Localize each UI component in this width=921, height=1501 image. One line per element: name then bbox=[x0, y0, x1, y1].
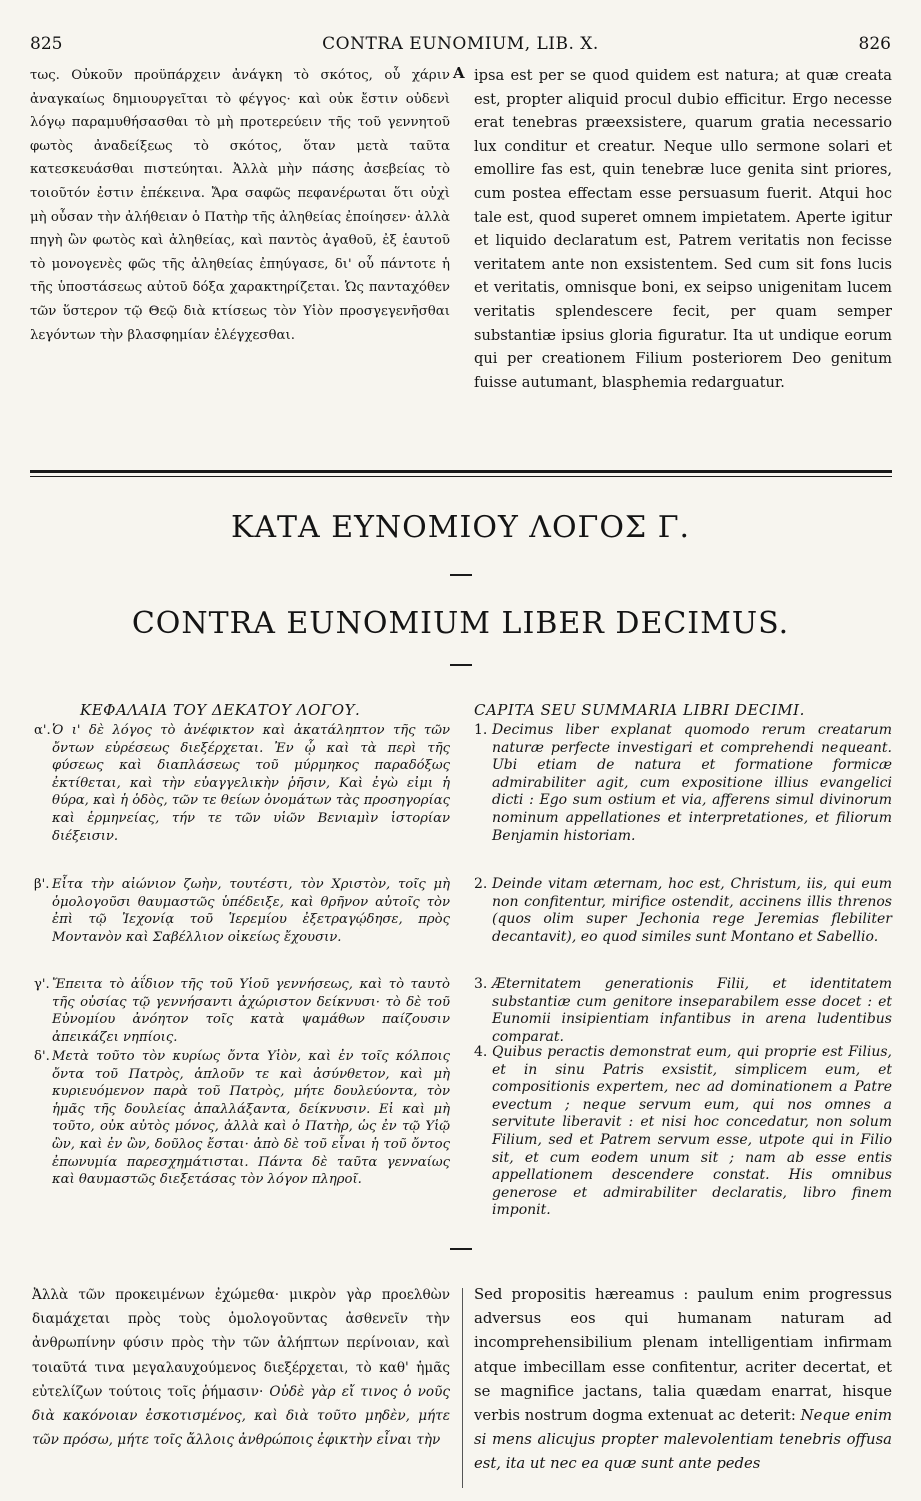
latin-chapter-text: Æternitatem generationis Filii, et identitatem substantiæ cum genitore inseparabilem esse docet : et Eunomii insipientiam infantibus in arena ludentibus comparat. bbox=[492, 976, 892, 1045]
title-dash-2 bbox=[450, 664, 472, 666]
top-latin-column bbox=[474, 64, 892, 394]
running-title: CONTRA EUNOMIUM, LIB. X. bbox=[322, 34, 599, 54]
greek-chapter-item bbox=[34, 976, 450, 1045]
greek-chapter-number: α'. bbox=[34, 723, 51, 738]
latin-chapter-item bbox=[474, 976, 892, 1045]
top-greek-column bbox=[30, 64, 450, 347]
greek-chapter-text: Μετὰ τοῦτο τὸν κυρίως ὄντα Υἱὸν, καὶ ἐν τοῖς κόλποις ὄντα τοῦ Πατρὸς, ἁπλοῦν τε καὶ ἀσύνθετον, καὶ μὴ κυριευόμενον παρὰ τοῦ Πατρὸς, μήτε δουλεύοντα, τὸν ἡμᾶς τῆς δουλείας ἀπαλλάξαντα, δείκνυσιν. Εἰ καὶ μὴ τοῦτο, οὐκ αὐτὸς μόνος, ἀλλὰ καὶ ὁ Πατὴρ, ὡς ἐν τῷ Υἱῷ ὢν, καὶ ἐν ὢν, δοῦλος ἔσται· ἀπὸ δὲ τοῦ εἶναι ἡ τοῦ ὄντος ἐπωνυμία παρεσχημάτισται. Πάντα δὲ ταῦτα γενναίως καὶ θαυμαστῶς διεξετάσας τὸν λόγον πληροῖ. bbox=[52, 1049, 450, 1188]
thin-separator-rule bbox=[30, 476, 892, 477]
latin-chapter-item bbox=[474, 876, 892, 972]
greek-chapters-heading: ΚΕΦΑΛΑΙΑ ΤΟΥ ΔΕΚΑΤΟΥ ΛΟΓΟΥ. bbox=[80, 701, 361, 719]
latin-chapter-item bbox=[474, 722, 892, 862]
title-dash-1 bbox=[450, 574, 472, 576]
greek-chapter-item bbox=[34, 722, 450, 856]
section-dash bbox=[450, 1248, 472, 1250]
latin-chapter-text: Decimus liber explanat quomodo rerum creatarum naturæ perfecte investigari et comprehendi nequeant. Ubi etiam de natura et formatione formicæ admirabiliter agit, cum expositione illius evangelici dicti : Ego sum ostium et via, afferens simul divinorum nominum appellationes et interpretationes, et filiorum Benjamin historiam. bbox=[492, 722, 892, 844]
greek-chapter-item bbox=[34, 876, 450, 972]
bottom-latin-quote: Neque enim si mens alicujus propter malevolentiam tenebris offusa est, ita ut nec ea quæ sunt ante pedes bbox=[474, 1407, 892, 1473]
latin-chapter-number: 2. bbox=[474, 876, 488, 892]
greek-book-title: ΚΑΤΑ ΕΥΝΟΜΙΟΥ ΛΟΓΟΣ Γ. bbox=[230, 510, 691, 545]
bottom-greek-quote: Οὐδὲ γὰρ εἴ τινος ὁ νοῦς διὰ κακόνοιαν ἐσκοτισμένος, καὶ διὰ τοῦτο μηδὲν, μήτε τῶν πρόσω, μήτε τοῖς ἄλλοις ἀνθρώποις ἐφικτὴν εἶναι τὴν bbox=[32, 1383, 450, 1449]
right-page-number: 826 bbox=[858, 34, 891, 54]
bottom-latin-text: Sed propositis hæreamus : paulum enim progressus adversus eos qui humanam naturam ad incomprehensibilium plenam intelligentiam infirmam atque imbecillam esse confitentur, acriter decertat, et se magnifice jactans, talia quædam enarrat, hisque verbis nostrum dogma extenuat ac deterit: bbox=[474, 1286, 892, 1425]
latin-chapter-list bbox=[474, 722, 892, 1220]
latin-chapter-text: Deinde vitam æternam, hoc est, Christum, iis, qui eum non confitentur, mirifice ostendit, accinens illis threnos (quos olim super Jechonia rege Jeremias flebiliter decantavit), eo quod similes sunt Montano et Sabellio. bbox=[492, 876, 892, 945]
greek-chapter-number: δ'. bbox=[34, 1049, 50, 1064]
greek-chapter-list bbox=[34, 722, 450, 1189]
greek-chapter-text: Εἶτα τὴν αἰώνιον ζωὴν, τουτέστι, τὸν Χριστὸν, τοῖς μὴ ὁμολογοῦσι θαυμαστῶς ὑπέδειξε, καὶ θρῆνον αὐτοῖς τὸν ἐπὶ τῷ Ἰεχονίᾳ τοῦ Ἱερεμίου ἐξετραγῴδησε, πρὸς Μοντανὸν καὶ Σαβέλλιον οἰκείως ἔχουσιν. bbox=[52, 877, 450, 945]
latin-chapter-item bbox=[474, 1044, 892, 1220]
bottom-latin-column bbox=[474, 1283, 892, 1477]
latin-chapter-number: 1. bbox=[474, 722, 488, 738]
greek-chapter-number: γ'. bbox=[34, 977, 50, 992]
latin-chapter-number: 3. bbox=[474, 976, 488, 992]
bottom-greek-column bbox=[32, 1283, 450, 1452]
top-greek-text: τως. Οὐκοῦν προϋπάρχειν ἀνάγκη τὸ σκότος, οὗ χάριν ἀναγκαίως δημιουργεῖται τὸ φέγγος· καὶ οὐκ ἔστιν οὐδενὶ λόγῳ παραμυθήσασθαι τὸ μὴ προτερεύειν τῆς τοῦ γεννητοῦ φωτὸς ἀναδείξεως τὸ σκότος, ὅταν μετὰ ταῦτα κατεσκευάσθαι πιστεύηται. Ἀλλὰ μὴν πάσης ἀσεβείας τὸ τοιοῦτόν ἐστιν ἐπέκεινα. Ἄρα σαφῶς πεφανέρωται ὅτι οὐχὶ μὴ οὖσαν τὴν ἀλήθειαν ὁ Πατὴρ τῆς ἀληθείας ἐποίησεν· ἀλλὰ πηγὴ ὢν φωτὸς καὶ ἀληθείας, καὶ παντὸς ἀγαθοῦ, ἐξ ἑαυτοῦ τὸ μονογενὲς φῶς τῆς ἀληθείας ἐπηύγασε, δι' οὗ πάντοτε ἡ τῆς ὑποστάσεως αὐτοῦ δόξα χαρακτηρίζεται. Ὡς πανταχόθεν τῶν ὕστερον τῷ Θεῷ διὰ κτίσεως τὸν Υἱὸν προσγεγενῆσθαι λεγόντων τὴν βλασφημίαν ἐλέγχεσθαι. bbox=[30, 68, 450, 343]
thick-separator-rule bbox=[30, 470, 892, 473]
margin-marker-a: A bbox=[453, 64, 465, 82]
greek-chapter-text: Ἔπειτα τὸ ἀΐδιον τῆς τοῦ Υἱοῦ γεννήσεως, καὶ τὸ ταυτὸ τῆς οὐσίας τῷ γεννήσαντι ἀχώριστον δείκνυσι· τὸ δὲ τοῦ Εὐνομίου ἀνόητον τοῖς κατὰ ψαμάθων παίζουσιν ἀπεικάζει νηπίοις. bbox=[52, 977, 450, 1045]
latin-chapter-number: 4. bbox=[474, 1044, 488, 1060]
greek-chapter-text: Ὁ ι' δὲ λόγος τὸ ἀνέφικτον καὶ ἀκατάληπτον τῆς τῶν ὄντων εὑρέσεως διεξέρχεται. Ἐν ᾧ καὶ τὰ περὶ τῆς φύσεως καὶ διαπλάσεως τοῦ μύρμηκος παραδόξως ἐκτίθεται, καὶ τὴν εὐαγγελικὴν ῥῆσιν, Καὶ ἐγὼ εἰμι ἡ θύρα, καὶ ἡ ὁδὸς, τῶν τε θείων ὀνομάτων τὰς προσηγορίας καὶ ἑρμηνείας, τήν τε τῶν υἱῶν Βενιαμὶν ἱστορίαν διέξεισιν. bbox=[52, 723, 450, 844]
greek-chapter-number: β'. bbox=[34, 877, 50, 892]
column-divider bbox=[462, 1288, 464, 1488]
bottom-greek-text: Ἀλλὰ τῶν προκειμένων ἐχώμεθα· μικρὸν γὰρ προελθὼν διαμάχεται πρὸς τοὺς ὁμολογοῦντας ἀσθενεῖν τὴν ἀνθρωπίνην φύσιν πρὸς τὴν τῶν ἀλήπτων περίνοιαν, καὶ τοιαῦτά τινα μεγαλαυχούμενος διεξέρχεται, τὸ καθ' ἡμᾶς εὐτελίζων τούτοις τοῖς ῥήμασιν· bbox=[32, 1287, 450, 1400]
latin-book-title: CONTRA EUNOMIUM LIBER DECIMUS. bbox=[131, 606, 790, 641]
latin-chapters-heading: CAPITA SEU SUMMARIA LIBRI DECIMI. bbox=[474, 701, 805, 719]
latin-chapter-text: Quibus peractis demonstrat eum, qui proprie est Filius, et in sinu Patris exsistit, simplicem eum, et compositionis expertem, nec ad dominationem a Patre evectum ; neque servum eum, qui nos omnes a servitute liberavit : et nisi hoc concedatur, non solum Filium, sed et Patrem servum esse, utpote qui in Filio sit, et cum eodem unum sit ; nam ab esse entis appellationem descendere constat. His omnibus generose et admirabiliter declaratis, libro finem imponit. bbox=[492, 1044, 892, 1219]
running-header bbox=[30, 34, 891, 58]
greek-chapter-item bbox=[34, 1048, 450, 1189]
top-latin-text: ipsa est per se quod quidem est natura; at quæ creata est, propter aliquid procul dubio efficitur. Ergo necesse erat tenebras præexsistere, quarum gratia necessario lux conditur et creatur. Neque ullo sermone solari et emollire fas est, quin tenebræ luce genita sint priores, cum postea effectam esse persuasum fuerit. Atqui hoc tale est, quod superet omnem impietatem. Aperte igitur et liquido declaratum est, Patrem veritatis non fecisse veritatem ante non exsistentem. Sed cum sit fons lucis et veritatis, omnisque boni, ex seipso unigenitam lucem veritatis splendescere fecit, per quam semper substantiæ ipsius gloria figuratur. Ita ut undique eorum qui per creationem Filium posteriorem Deo genitum fuisse autumant, blasphemia redarguatur. bbox=[474, 67, 892, 391]
left-page-number: 825 bbox=[30, 34, 63, 54]
